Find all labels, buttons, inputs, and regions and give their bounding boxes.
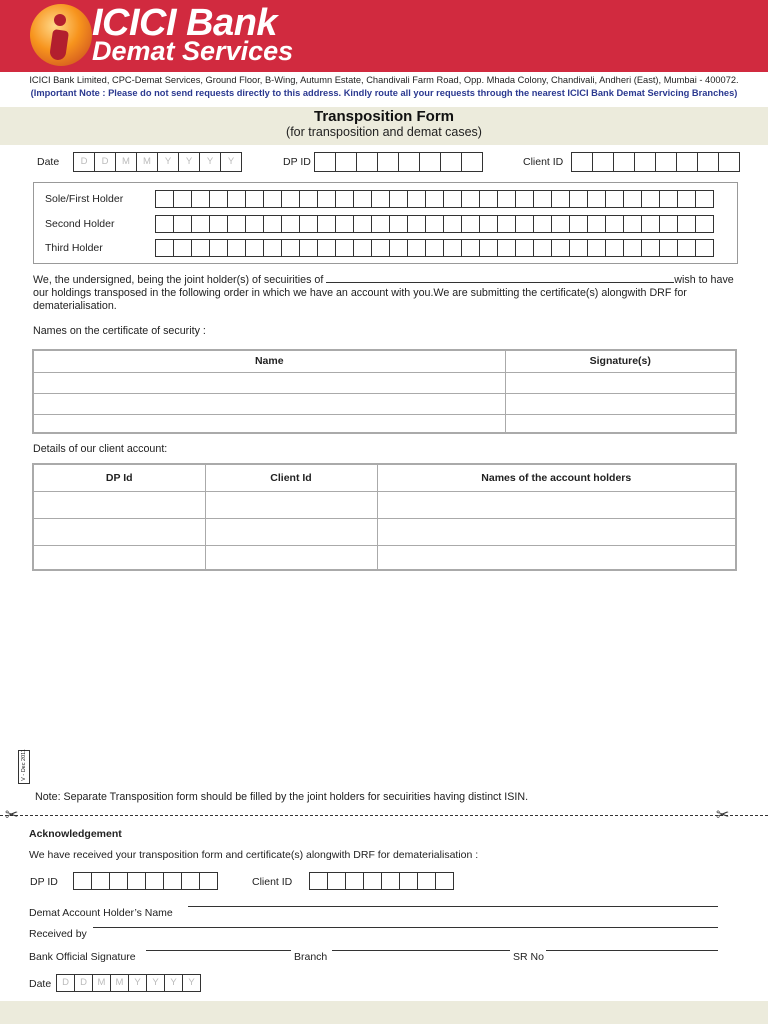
char-box[interactable] xyxy=(480,216,498,232)
scissors-icon: ✂ xyxy=(716,807,730,824)
first-holder-label: Sole/First Holder xyxy=(45,193,124,205)
char-box[interactable] xyxy=(656,153,677,171)
account-holders-cell[interactable] xyxy=(377,545,736,570)
char-box[interactable] xyxy=(635,153,656,171)
declaration-start: We, the undersigned, being the joint holder(s) of secuirities of xyxy=(33,274,324,286)
ack-heading: Acknowledgement xyxy=(29,828,122,840)
char-box[interactable] xyxy=(462,191,480,207)
char-box[interactable] xyxy=(698,153,719,171)
declaration-rest: to have our holdings transposed in the following order in which we have an account with you.We are submitting the certificate(s) alongwith DRF for dematerialisation. xyxy=(33,274,734,312)
char-box[interactable] xyxy=(570,191,588,207)
bank-signature-line[interactable] xyxy=(146,950,291,951)
char-box[interactable] xyxy=(498,240,516,256)
char-box[interactable]: Y xyxy=(158,153,179,171)
char-box[interactable]: D xyxy=(57,975,75,991)
char-box[interactable] xyxy=(719,153,740,171)
sr-no-label: SR No xyxy=(513,951,544,963)
received-by-label: Received by xyxy=(29,928,87,940)
char-box[interactable] xyxy=(660,216,678,232)
account-holders-cell[interactable] xyxy=(377,491,736,518)
char-box[interactable] xyxy=(498,191,516,207)
char-box[interactable] xyxy=(534,191,552,207)
char-box[interactable] xyxy=(336,240,354,256)
char-box[interactable] xyxy=(328,873,346,889)
char-box[interactable] xyxy=(382,873,400,889)
char-box[interactable] xyxy=(228,191,246,207)
char-box[interactable] xyxy=(300,191,318,207)
holder-name-line[interactable] xyxy=(188,906,718,907)
char-box[interactable] xyxy=(606,240,624,256)
char-box[interactable] xyxy=(426,191,444,207)
name-cell[interactable] xyxy=(33,393,505,414)
char-box[interactable] xyxy=(642,240,660,256)
char-box[interactable] xyxy=(246,216,264,232)
branch-label: Branch xyxy=(294,951,328,963)
char-box[interactable] xyxy=(318,216,336,232)
char-box[interactable]: Y xyxy=(165,975,183,991)
char-box[interactable] xyxy=(436,873,454,889)
dp-id-cell[interactable] xyxy=(33,545,205,570)
char-box[interactable] xyxy=(606,191,624,207)
char-box[interactable] xyxy=(498,216,516,232)
account-holders-cell[interactable] xyxy=(377,518,736,545)
second-holder-field[interactable] xyxy=(155,215,714,233)
char-box[interactable] xyxy=(156,191,174,207)
char-box[interactable] xyxy=(660,240,678,256)
name-cell[interactable] xyxy=(33,414,505,433)
char-box[interactable] xyxy=(174,240,192,256)
client-id-field[interactable] xyxy=(571,152,740,172)
char-box[interactable] xyxy=(390,191,408,207)
char-box[interactable] xyxy=(462,153,483,171)
char-box[interactable]: Y xyxy=(200,153,221,171)
char-box[interactable] xyxy=(534,240,552,256)
brand-name: ICICI Bank xyxy=(92,2,278,44)
char-box[interactable] xyxy=(593,153,614,171)
char-box[interactable] xyxy=(264,191,282,207)
char-box[interactable] xyxy=(516,191,534,207)
char-box[interactable] xyxy=(318,191,336,207)
char-box[interactable] xyxy=(588,240,606,256)
signature-column-header: Signature(s) xyxy=(505,350,736,372)
table-row xyxy=(33,545,736,570)
char-box[interactable] xyxy=(372,216,390,232)
char-box[interactable]: Y xyxy=(179,153,200,171)
dp-id-cell[interactable] xyxy=(33,518,205,545)
char-box[interactable] xyxy=(192,191,210,207)
char-box[interactable]: M xyxy=(93,975,111,991)
char-box[interactable] xyxy=(318,240,336,256)
name-cell[interactable] xyxy=(33,372,505,393)
char-box[interactable] xyxy=(624,216,642,232)
char-box[interactable] xyxy=(462,216,480,232)
char-box[interactable] xyxy=(624,191,642,207)
char-box[interactable] xyxy=(264,240,282,256)
char-box[interactable] xyxy=(315,153,336,171)
char-box[interactable]: Y xyxy=(129,975,147,991)
char-box[interactable] xyxy=(444,191,462,207)
char-box[interactable] xyxy=(300,216,318,232)
dp-id-field[interactable] xyxy=(314,152,483,172)
table-row xyxy=(33,393,736,414)
char-box[interactable] xyxy=(570,216,588,232)
char-box[interactable] xyxy=(399,153,420,171)
char-box[interactable] xyxy=(480,240,498,256)
char-box[interactable]: Y xyxy=(183,975,201,991)
char-box[interactable] xyxy=(357,153,378,171)
name-column-header: Name xyxy=(33,350,505,372)
char-box[interactable] xyxy=(418,873,436,889)
dp-id-column-header: DP Id xyxy=(33,464,205,491)
char-box[interactable] xyxy=(408,191,426,207)
char-box[interactable] xyxy=(426,216,444,232)
cut-line xyxy=(0,815,768,816)
char-box[interactable] xyxy=(696,191,714,207)
char-box[interactable] xyxy=(614,153,635,171)
char-box[interactable] xyxy=(354,240,372,256)
char-box[interactable] xyxy=(420,153,441,171)
char-box[interactable] xyxy=(364,873,382,889)
names-table xyxy=(32,349,737,434)
char-box[interactable] xyxy=(174,216,192,232)
char-box[interactable] xyxy=(228,240,246,256)
form-title: Transposition Form xyxy=(313,108,454,125)
brand-subtitle: Demat Services xyxy=(92,36,294,66)
char-box[interactable] xyxy=(516,240,534,256)
security-name-field[interactable] xyxy=(326,273,674,283)
char-box[interactable] xyxy=(462,240,480,256)
signature-cell[interactable] xyxy=(505,414,736,433)
char-box[interactable] xyxy=(441,153,462,171)
char-box[interactable] xyxy=(346,873,364,889)
char-box[interactable]: D xyxy=(95,153,116,171)
char-box[interactable] xyxy=(678,240,696,256)
char-box[interactable] xyxy=(336,153,357,171)
char-box[interactable] xyxy=(390,240,408,256)
names-label: Names on the certificate of security : xyxy=(33,325,206,337)
ack-date-field[interactable] xyxy=(56,974,201,992)
char-box[interactable] xyxy=(164,873,182,889)
client-account-table xyxy=(32,463,737,571)
ack-dp-id-label: DP ID xyxy=(30,876,58,888)
client-id-label: Client ID xyxy=(523,156,564,168)
char-box[interactable] xyxy=(192,216,210,232)
char-box[interactable] xyxy=(310,873,328,889)
char-box[interactable] xyxy=(660,191,678,207)
char-box[interactable]: D xyxy=(74,153,95,171)
client-id-column-header: Client Id xyxy=(205,464,377,491)
bank-address: ICICI Bank Limited, CPC-Demat Services, Ground Floor, B-Wing, Autumn Estate, Chandivali Farm Road, Opp. Mhada Colony, Chandivali, Andheri (East), Mumbai - 400072. xyxy=(29,75,739,85)
char-box[interactable] xyxy=(354,216,372,232)
char-box[interactable] xyxy=(200,873,218,889)
char-box[interactable] xyxy=(336,216,354,232)
char-box[interactable] xyxy=(192,240,210,256)
char-box[interactable] xyxy=(552,191,570,207)
char-box[interactable] xyxy=(92,873,110,889)
char-box[interactable] xyxy=(282,240,300,256)
char-box[interactable] xyxy=(246,191,264,207)
char-box[interactable] xyxy=(444,216,462,232)
char-box[interactable] xyxy=(390,216,408,232)
signature-cell[interactable] xyxy=(505,372,736,393)
ack-text: We have received your transposition form and certificate(s) alongwith DRF for dematerialisation : xyxy=(29,849,479,861)
char-box[interactable] xyxy=(156,216,174,232)
char-box[interactable] xyxy=(552,240,570,256)
char-box[interactable] xyxy=(372,191,390,207)
char-box[interactable] xyxy=(146,873,164,889)
declaration-wish: wish xyxy=(674,274,696,286)
char-box[interactable] xyxy=(400,873,418,889)
second-holder-label: Second Holder xyxy=(45,218,115,230)
dp-id-cell[interactable] xyxy=(33,491,205,518)
char-box[interactable] xyxy=(696,240,714,256)
char-box[interactable] xyxy=(336,191,354,207)
char-box[interactable] xyxy=(678,191,696,207)
char-box[interactable]: D xyxy=(75,975,93,991)
char-box[interactable] xyxy=(354,191,372,207)
char-box[interactable] xyxy=(572,153,593,171)
first-holder-field[interactable] xyxy=(155,190,714,208)
char-box[interactable] xyxy=(677,153,698,171)
char-box[interactable] xyxy=(642,216,660,232)
icici-logo-icon xyxy=(30,4,92,66)
char-box[interactable] xyxy=(228,216,246,232)
client-id-cell[interactable] xyxy=(205,518,377,545)
important-note: (Important Note : Please do not send requests directly to this address. Kindly route all your requests through the nearest ICICI Bank Demat Servicing Branches) xyxy=(30,88,738,98)
scissors-icon: ✂ xyxy=(5,807,19,824)
char-box[interactable]: M xyxy=(111,975,129,991)
char-box[interactable] xyxy=(570,240,588,256)
char-box[interactable] xyxy=(210,240,228,256)
date-label: Date xyxy=(37,156,60,168)
char-box[interactable] xyxy=(606,216,624,232)
char-box[interactable] xyxy=(588,191,606,207)
char-box[interactable] xyxy=(210,216,228,232)
signature-cell[interactable] xyxy=(505,393,736,414)
char-box[interactable] xyxy=(378,153,399,171)
footer-band xyxy=(0,1001,768,1024)
bank-signature-label: Bank Official Signature xyxy=(29,951,136,963)
version-tag: V - Dec 2011 xyxy=(18,750,30,784)
table-row xyxy=(33,518,736,545)
form-subtitle: (for transposition and demat cases) xyxy=(286,125,482,139)
char-box[interactable] xyxy=(182,873,200,889)
char-box[interactable] xyxy=(210,191,228,207)
date-field[interactable] xyxy=(73,152,242,172)
char-box[interactable] xyxy=(128,873,146,889)
char-box[interactable] xyxy=(426,240,444,256)
ack-dp-id-field[interactable] xyxy=(73,872,218,890)
table-row xyxy=(33,372,736,393)
char-box[interactable] xyxy=(552,216,570,232)
char-box[interactable] xyxy=(588,216,606,232)
branch-line[interactable] xyxy=(332,950,510,951)
char-box[interactable] xyxy=(282,216,300,232)
char-box[interactable]: M xyxy=(116,153,137,171)
table-row xyxy=(33,414,736,433)
char-box[interactable] xyxy=(408,240,426,256)
char-box[interactable] xyxy=(642,191,660,207)
third-holder-field[interactable] xyxy=(155,239,714,257)
third-holder-label: Third Holder xyxy=(45,242,103,254)
char-box[interactable] xyxy=(624,240,642,256)
account-holders-column-header: Names of the account holders xyxy=(377,464,736,491)
char-box[interactable] xyxy=(372,240,390,256)
char-box[interactable] xyxy=(74,873,92,889)
char-box[interactable] xyxy=(516,216,534,232)
ack-client-id-label: Client ID xyxy=(252,876,293,888)
char-box[interactable] xyxy=(174,191,192,207)
char-box[interactable] xyxy=(444,240,462,256)
char-box[interactable] xyxy=(156,240,174,256)
char-box[interactable]: Y xyxy=(221,153,242,171)
char-box[interactable]: M xyxy=(137,153,158,171)
ack-date-label: Date xyxy=(29,978,52,990)
header-banner xyxy=(0,0,768,72)
char-box[interactable] xyxy=(282,191,300,207)
client-id-cell[interactable] xyxy=(205,545,377,570)
char-box[interactable] xyxy=(480,191,498,207)
char-box[interactable]: Y xyxy=(147,975,165,991)
char-box[interactable] xyxy=(678,216,696,232)
ack-client-id-field[interactable] xyxy=(309,872,454,890)
dp-id-label: DP ID xyxy=(283,156,311,168)
char-box[interactable] xyxy=(246,240,264,256)
client-details-label: Details of our client account: xyxy=(33,443,168,455)
client-id-cell[interactable] xyxy=(205,491,377,518)
sr-no-line[interactable] xyxy=(546,950,718,951)
char-box[interactable] xyxy=(696,216,714,232)
received-by-line[interactable] xyxy=(93,927,718,928)
char-box[interactable] xyxy=(110,873,128,889)
title-band xyxy=(0,107,768,145)
char-box[interactable] xyxy=(534,216,552,232)
char-box[interactable] xyxy=(264,216,282,232)
char-box[interactable] xyxy=(300,240,318,256)
holder-name-label: Demat Account Holder’s Name xyxy=(29,907,173,919)
char-box[interactable] xyxy=(408,216,426,232)
declaration-paragraph xyxy=(33,273,739,313)
table-row xyxy=(33,491,736,518)
bottom-note: Note: Separate Transposition form should be filled by the joint holders for secuirities having distinct ISIN. xyxy=(35,791,529,803)
